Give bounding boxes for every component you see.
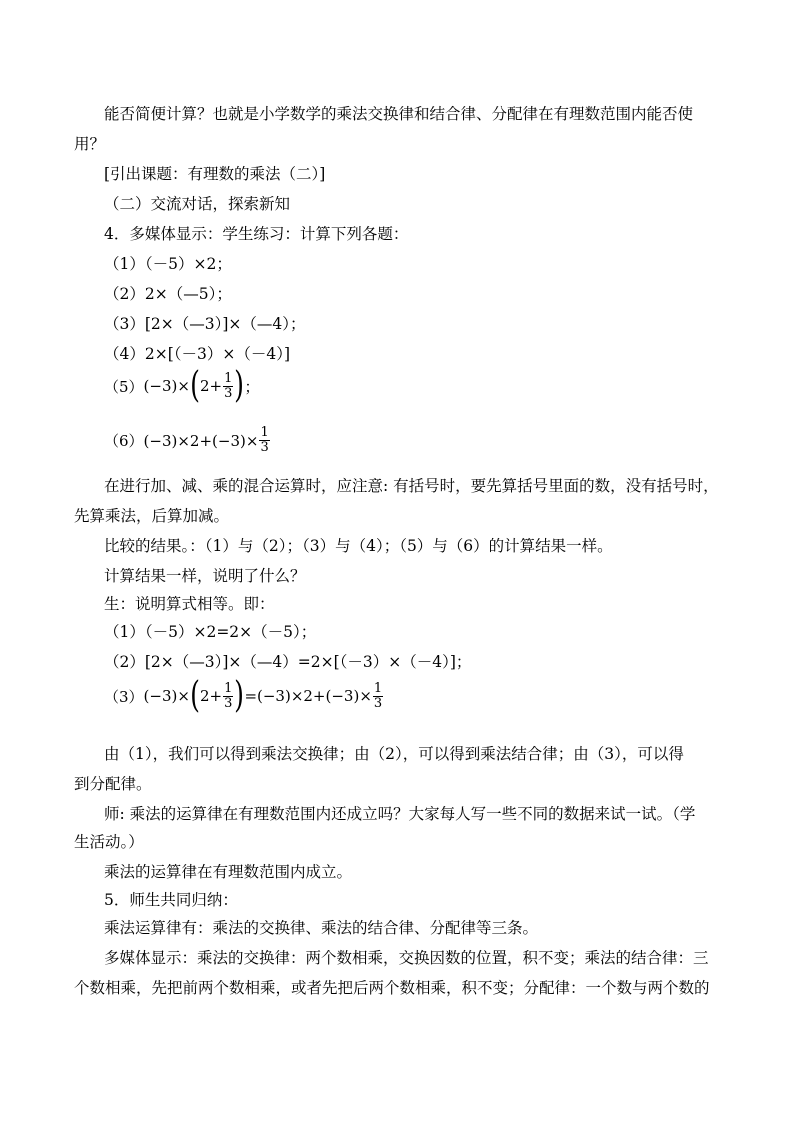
paragraph-line: 5．师生共同归纳： bbox=[104, 891, 238, 909]
paragraph-line: 生活动。） bbox=[74, 833, 144, 851]
equation-3 bbox=[104, 675, 384, 716]
exercise-item-2: （2）2×（—5）； bbox=[104, 285, 232, 303]
paragraph-line: 在进行加、减、乘的混合运算时，应注意: 有括号时，要先算括号里面的数，没有括号时， bbox=[104, 477, 719, 495]
right-paren: ) bbox=[234, 365, 245, 406]
item-label: （3） bbox=[104, 687, 144, 706]
paragraph-line: 先算乘法，后算加减。 bbox=[74, 507, 230, 525]
paragraph-line: 生：说明算式相等。即： bbox=[104, 595, 275, 613]
exercise-intro: 4．多媒体显示：学生练习：计算下列各题： bbox=[104, 225, 409, 243]
section-heading: （二）交流对话，探索新知 bbox=[104, 195, 291, 213]
exercise-item-1: （1）（－5）×2； bbox=[104, 255, 232, 273]
formula-text: ； bbox=[244, 377, 260, 396]
formula-text: 2+ bbox=[199, 377, 223, 395]
paragraph-line: 乘法的运算律在有理数范围内成立。 bbox=[104, 863, 353, 881]
paragraph-line: 个数相乘，先把前两个数相乘，或者先把后两个数相乘，积不变；分配律：一个数与两个数的 bbox=[74, 979, 710, 997]
fraction: $\frac{1}{3}$ bbox=[224, 370, 233, 401]
paragraph-line: 能否简便计算？也就是小学数学的乘法交换律和结合律、分配律在有理数范围内能否使 bbox=[104, 105, 694, 123]
formula-text: (−3)×2+(−3)× bbox=[143, 431, 259, 450]
lesson-title-line: [引出课题：有理数的乘法（二）] bbox=[104, 165, 326, 183]
formula-text: (−3)× bbox=[143, 377, 190, 395]
item-label: （6） bbox=[104, 432, 144, 450]
paragraph-line: 乘法运算律有：乘法的交换律、乘法的结合律、分配律等三条。 bbox=[104, 919, 539, 937]
formula-text: =(−3)×2+(−3)× bbox=[244, 687, 372, 705]
item-label: （5） bbox=[104, 377, 144, 396]
formula-text: (−3)× bbox=[143, 687, 190, 705]
paragraph-line: 到分配律。 bbox=[74, 775, 152, 793]
right-paren: ) bbox=[234, 675, 245, 716]
formula-text: 2+ bbox=[199, 687, 223, 705]
paragraph-line: 由（1），我们可以得到乘法交换律；由（2），可以得到乘法结合律；由（3），可以得 bbox=[104, 745, 684, 763]
fraction: $\frac{1}{3}$ bbox=[260, 425, 269, 455]
paragraph-line: 多媒体显示：乘法的交换律：两个数相乘，交换因数的位置，积不变；乘法的结合律：三 bbox=[104, 949, 709, 967]
equation-2: （2）[2×（—3）]×（—4）=2×[（－3）×（－4）]； bbox=[104, 653, 472, 671]
exercise-item-3: （3）[2×（—3）]×（—4）； bbox=[104, 315, 306, 333]
paragraph-line: 师: 乘法的运算律在有理数范围内还成立吗？大家每人写一些不同的数据来试一试。（学 bbox=[104, 805, 696, 823]
fraction: $\frac{1}{3}$ bbox=[224, 680, 233, 711]
fraction: $\frac{1}{3}$ bbox=[373, 680, 383, 711]
equation-1: （1）（－5）×2=2×（－5）； bbox=[104, 623, 317, 641]
paragraph-line: 计算结果一样，说明了什么？ bbox=[104, 567, 306, 585]
left-paren: ( bbox=[190, 365, 200, 406]
exercise-item-6 bbox=[104, 426, 271, 455]
paragraph-line: 用？ bbox=[74, 135, 106, 153]
paragraph-line: 比较的结果。：（1）与（2）；（3）与（4）；（5）与（6）的计算结果一样。 bbox=[104, 537, 613, 555]
exercise-item-5 bbox=[104, 365, 260, 406]
exercise-item-4: （4）2×[（－3）×（－4）] bbox=[104, 345, 291, 363]
left-paren: ( bbox=[190, 675, 200, 716]
